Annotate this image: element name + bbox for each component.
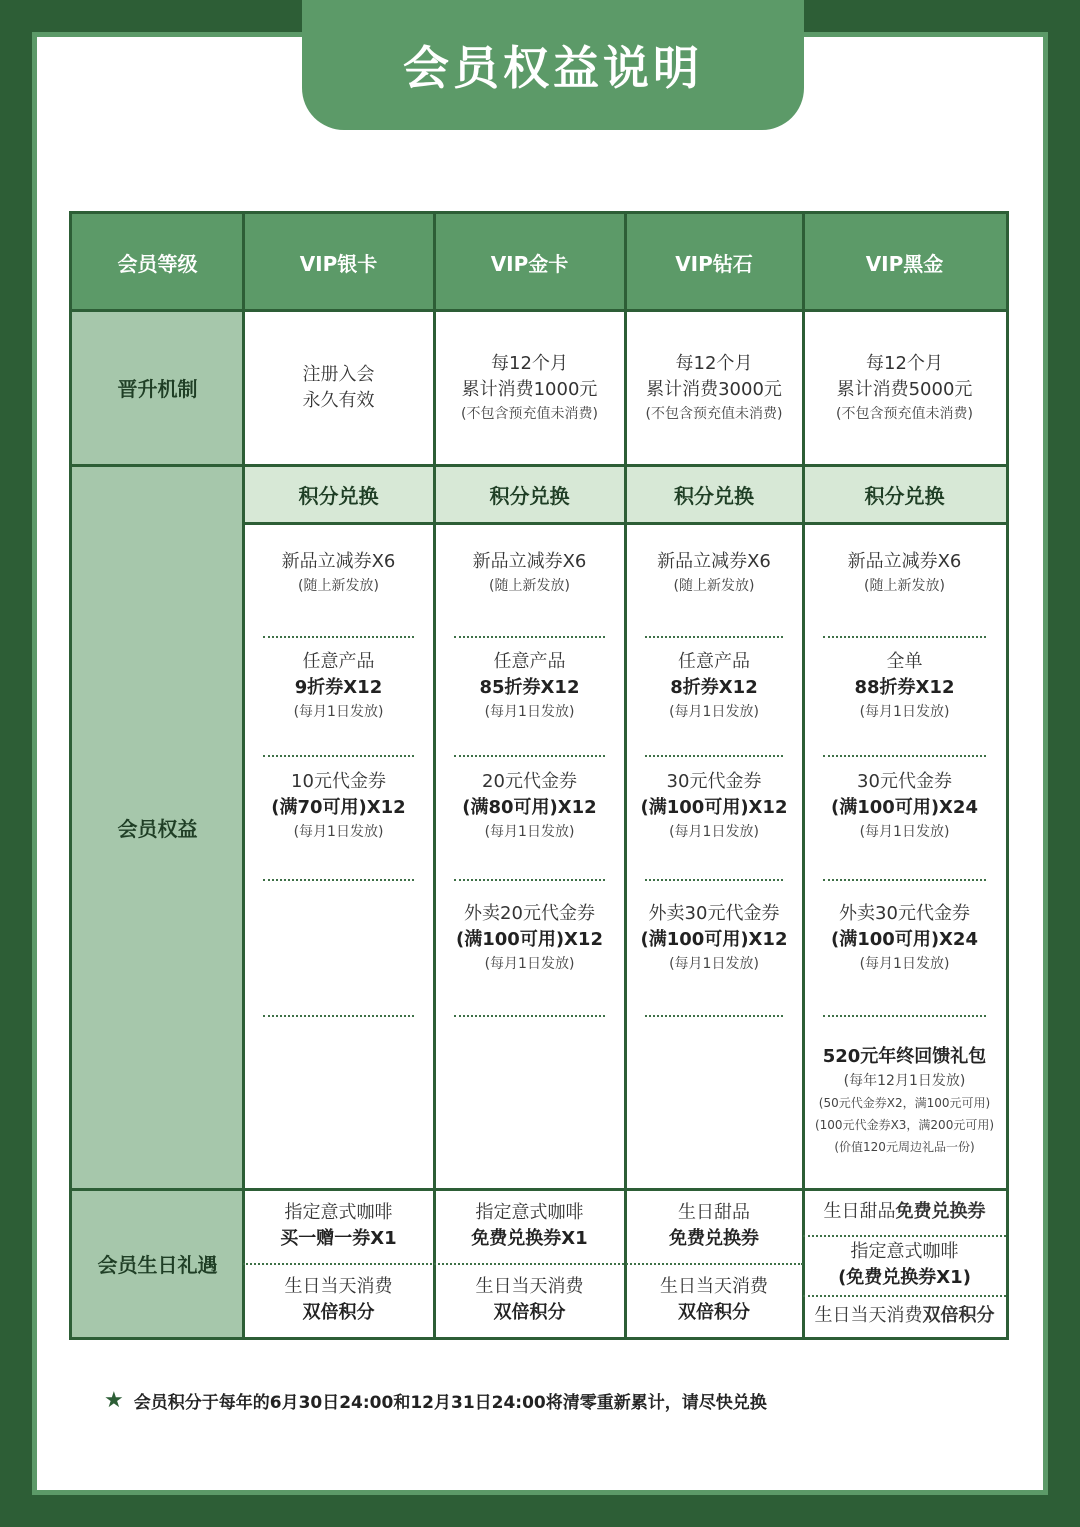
benefit-divider — [645, 755, 783, 757]
benefit-note: (每月1日发放) — [859, 956, 950, 972]
birthday-black-row2-line2: (免费兑换券X1) — [838, 1267, 971, 1288]
benefit-line: 新品立减券X6 — [657, 551, 771, 572]
upgrade-diamond-line2: 累计消费3000元 — [646, 378, 782, 400]
grid-line — [72, 309, 1006, 312]
benefit-note: (每月1日发放) — [484, 956, 575, 972]
benefit-line: 全单 — [886, 651, 923, 672]
birthday-silver-bottom-line1: 生日当天消费 — [284, 1276, 393, 1297]
upgrade-silver-line2: 永久有效 — [302, 389, 375, 411]
benefit-divider — [454, 879, 605, 881]
benefit-note: (随上新发放) — [864, 578, 945, 594]
grid-line — [72, 1188, 1006, 1191]
benefit-note: (随上新发放) — [489, 578, 570, 594]
benefit-diamond-item-1 — [625, 530, 803, 616]
birthday-black-row2-line1: 指定意式咖啡 — [850, 1241, 959, 1262]
benefit-note: (随上新发放) — [298, 578, 379, 594]
gift-note: (每年12月1日发放) — [843, 1073, 966, 1089]
birthday-gold-top — [434, 1189, 625, 1263]
upgrade-label: 晋升机制 — [72, 310, 243, 465]
benefit-bold-line: 9折券X12 — [294, 677, 383, 698]
benefit-divider — [454, 1015, 605, 1017]
header-level-label: 会员等级 — [72, 214, 243, 310]
benefit-bold-line: 88折券X12 — [854, 677, 955, 698]
birthday-black-row3-normal: 生日当天消费 — [814, 1305, 923, 1326]
birthday-black-row2 — [803, 1236, 1006, 1294]
benefit-line: 任意产品 — [302, 651, 375, 672]
benefit-note: (每月1日发放) — [669, 824, 759, 840]
benefit-line: 20元代金券 — [482, 771, 577, 792]
benefit-black-item-4 — [803, 886, 1006, 990]
benefit-bold-line: 85折券X12 — [479, 677, 580, 698]
benefit-divider — [823, 1015, 986, 1017]
benefit-line: 任意产品 — [678, 651, 750, 672]
birthday-diamond-bottom-line2: 双倍积分 — [678, 1302, 750, 1323]
benefit-note: (每月1日发放) — [293, 824, 384, 840]
tier-black: VIP黑金 — [803, 214, 1006, 310]
birthday-diamond-bottom-line1: 生日当天消费 — [660, 1276, 768, 1297]
gift-detail: (100元代金券X3，满200元可用) — [814, 1118, 995, 1132]
birthday-diamond-top — [625, 1189, 803, 1263]
exchange-header-gold: 积分兑换 — [434, 465, 625, 523]
birthday-label: 会员生日礼遇 — [72, 1189, 243, 1337]
birthday-gold-top-line1: 指定意式咖啡 — [475, 1202, 584, 1223]
birthday-black-row3-bold: 双倍积分 — [922, 1305, 995, 1326]
benefit-divider — [823, 636, 986, 638]
birthday-gold-bottom — [434, 1264, 625, 1336]
benefit-divider — [645, 636, 783, 638]
benefit-line: 30元代金券 — [857, 771, 952, 792]
upgrade-black-note: (不包含预充值未消费) — [836, 405, 973, 422]
page-title: 会员权益说明 — [302, 0, 804, 130]
benefit-gold-item-4 — [434, 886, 625, 990]
star-icon: ★ — [104, 1387, 124, 1413]
benefit-line: 任意产品 — [493, 651, 566, 672]
grid-line — [243, 522, 1006, 525]
birthday-black-row1-bold: 免费兑换券 — [895, 1201, 986, 1222]
benefit-bold-line: (满100可用)X24 — [831, 929, 978, 950]
gift-title: 520元年终回馈礼包 — [822, 1046, 987, 1067]
birthday-silver-bottom — [243, 1264, 434, 1336]
upgrade-diamond-note: (不包含预充值未消费) — [645, 405, 783, 422]
birthday-black-row1-normal: 生日甜品 — [823, 1201, 896, 1222]
benefit-bold-line: (满70可用)X12 — [271, 797, 406, 818]
benefit-gold-item-2 — [434, 634, 625, 738]
upgrade-gold-line2: 累计消费1000元 — [461, 378, 598, 400]
benefit-line: 10元代金券 — [291, 771, 386, 792]
benefit-silver-item-1 — [243, 530, 434, 616]
birthday-diamond-top-line1: 生日甜品 — [678, 1202, 750, 1223]
benefit-bold-line: (满80可用)X12 — [462, 797, 597, 818]
footer-text: 会员积分于每年的6月30日24:00和12月31日24:00将清零重新累计，请尽快兑换 — [133, 1392, 767, 1413]
upgrade-black-line1: 每12个月 — [866, 352, 943, 374]
benefit-line: 外卖30元代金券 — [648, 903, 780, 924]
exchange-header-black: 积分兑换 — [803, 465, 1006, 523]
benefit-diamond-item-4 — [625, 886, 803, 990]
benefit-bold-line: (满100可用)X12 — [640, 929, 788, 950]
birthday-silver-top — [243, 1189, 434, 1263]
benefit-black-item-2 — [803, 634, 1006, 738]
benefit-divider — [823, 755, 986, 757]
benefit-line: 30元代金券 — [666, 771, 762, 792]
benefit-line: 新品立减券X6 — [281, 551, 396, 572]
benefit-divider — [454, 636, 605, 638]
benefit-note: (每月1日发放) — [859, 824, 950, 840]
tier-diamond: VIP钻石 — [625, 214, 803, 310]
gift-detail: (50元代金券X2，满100元可用) — [818, 1096, 991, 1110]
benefit-bold-line: (满100可用)X12 — [456, 929, 603, 950]
benefit-note: (每月1日发放) — [484, 704, 575, 720]
benefit-divider — [645, 1015, 783, 1017]
birthday-divider — [803, 1235, 1006, 1237]
benefit-diamond-item-3 — [625, 754, 803, 858]
gift-pack — [803, 1026, 1006, 1176]
birthday-gold-top-line2: 免费兑换券X1 — [471, 1228, 588, 1249]
tier-silver: VIP银卡 — [243, 214, 434, 310]
benefits-label: 会员权益 — [72, 465, 243, 1189]
benefit-divider — [823, 879, 986, 881]
upgrade-gold-line1: 每12个月 — [491, 352, 568, 374]
upgrade-silver — [243, 310, 434, 465]
birthday-gold-bottom-line1: 生日当天消费 — [475, 1276, 584, 1297]
gift-detail: (价值120元周边礼品一份) — [834, 1140, 975, 1154]
birthday-diamond-top-line2: 免费兑换券 — [669, 1228, 759, 1249]
grid-line — [72, 464, 1006, 467]
benefit-divider — [263, 636, 414, 638]
benefits-table — [69, 211, 1009, 1340]
exchange-header-diamond: 积分兑换 — [625, 465, 803, 523]
birthday-divider — [243, 1263, 803, 1265]
benefit-divider — [454, 755, 605, 757]
upgrade-black — [803, 310, 1006, 465]
benefit-divider — [263, 755, 414, 757]
benefit-line: 新品立减券X6 — [847, 551, 962, 572]
benefit-note: (随上新发放) — [673, 578, 755, 594]
footer-note — [104, 1386, 767, 1414]
benefit-black-item-1 — [803, 530, 1006, 616]
birthday-black-row1 — [803, 1189, 1006, 1235]
benefit-line: 新品立减券X6 — [472, 551, 587, 572]
tier-gold: VIP金卡 — [434, 214, 625, 310]
benefit-bold-line: 8折券X12 — [670, 677, 758, 698]
upgrade-gold — [434, 310, 625, 465]
benefit-note: (每月1日发放) — [669, 956, 759, 972]
benefit-bold-line: (满100可用)X12 — [640, 797, 788, 818]
benefit-divider — [263, 879, 414, 881]
birthday-divider — [803, 1295, 1006, 1297]
birthday-black-row3 — [803, 1296, 1006, 1336]
birthday-gold-bottom-line2: 双倍积分 — [493, 1302, 566, 1323]
benefit-bold-line: (满100可用)X24 — [831, 797, 978, 818]
benefit-note: (每月1日发放) — [293, 704, 384, 720]
benefit-line: 外卖20元代金券 — [464, 903, 595, 924]
birthday-diamond-bottom — [625, 1264, 803, 1336]
upgrade-silver-line1: 注册入会 — [302, 363, 375, 385]
benefit-note: (每月1日发放) — [669, 704, 759, 720]
benefit-black-item-3 — [803, 754, 1006, 858]
birthday-silver-bottom-line2: 双倍积分 — [302, 1302, 375, 1323]
birthday-silver-top-line1: 指定意式咖啡 — [284, 1202, 393, 1223]
upgrade-gold-note: (不包含预充值未消费) — [461, 405, 598, 422]
upgrade-diamond-line1: 每12个月 — [675, 352, 753, 374]
benefit-divider — [645, 879, 783, 881]
birthday-silver-top-line2: 买一赠一券X1 — [280, 1228, 397, 1249]
upgrade-black-line2: 累计消费5000元 — [836, 378, 973, 400]
benefit-note: (每月1日发放) — [859, 704, 950, 720]
benefit-silver-item-3 — [243, 754, 434, 858]
benefit-line: 外卖30元代金券 — [839, 903, 970, 924]
benefit-gold-item-3 — [434, 754, 625, 858]
benefit-note: (每月1日发放) — [484, 824, 575, 840]
upgrade-diamond — [625, 310, 803, 465]
benefit-silver-item-2 — [243, 634, 434, 738]
benefit-diamond-item-2 — [625, 634, 803, 738]
benefit-divider — [263, 1015, 414, 1017]
exchange-header-silver: 积分兑换 — [243, 465, 434, 523]
benefit-gold-item-1 — [434, 530, 625, 616]
